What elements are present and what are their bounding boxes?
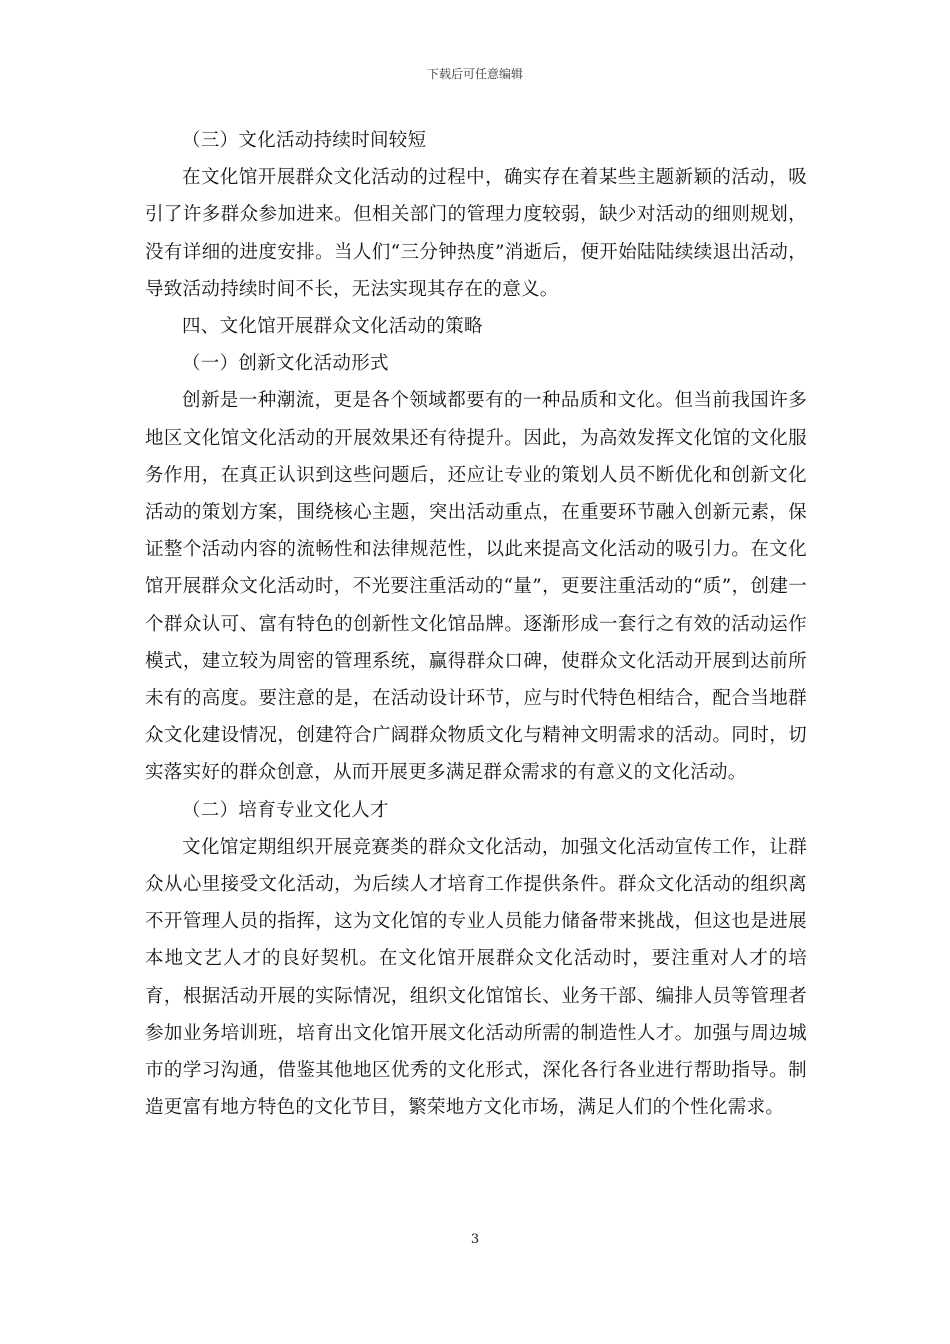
document-body xyxy=(145,122,807,1126)
body-paragraph: 文化馆定期组织开展竞赛类的群众文化活动，加强文化活动宣传工作，让群众从心里接受文化活动，为后续人才培育工作提供条件。群众文化活动的组织离不开管理人员的指挥，这为文化馆的专业人员能力储备带来挑战，但这也是进展本地文艺人才的良好契机。在文化馆开展群众文化活动时，要注重对人才的培育，根据活动开展的实际情况，组织文化馆馆长、业务干部、编排人员等管理者参加业务培训班，培育出文化馆开展文化活动所需的制造性人才。加强与周边城市的学习沟通，借鉴其他地区优秀的文化形式，深化各行各业进行帮助指导。制造更富有地方特色的文化节目，繁荣地方文化市场，满足人们的个性化需求。 xyxy=(145,836,807,1119)
section-heading-2: （二）培育专业文化人才 xyxy=(182,799,389,821)
page-number: 3 xyxy=(470,1232,480,1247)
section-heading-1: （一）创新文化活动形式 xyxy=(182,353,389,375)
chapter-heading-4: 四、文化馆开展群众文化活动的策略 xyxy=(182,316,483,338)
body-paragraph: 在文化馆开展群众文化活动的过程中，确实存在着某些主题新颖的活动，吸引了许多群众参加进来。但相关部门的管理力度较弱，缺少对活动的细则规划，没有详细的进度安排。当人们“三分钟热度”消逝后，便开始陆陆续续退出活动，导致活动持续时间不长，无法实现其存在的意义。 xyxy=(145,167,807,300)
body-paragraph: 创新是一种潮流，更是各个领域都要有的一种品质和文化。但当前我国许多地区文化馆文化活动的开展效果还有待提升。因此，为高效发挥文化馆的文化服务作用，在真正认识到这些问题后，还应让专业的策划人员不断优化和创新文化活动的策划方案，围绕核心主题，突出活动重点，在重要环节融入创新元素，保证整个活动内容的流畅性和法律规范性，以此来提高文化活动的吸引力。在文化馆开展群众文化活动时，不光要注重活动的“量”，更要注重活动的“质”，创建一个群众认可、富有特色的创新性文化馆品牌。逐渐形成一套行之有效的活动运作模式，建立较为周密的管理系统，赢得群众口碑，使群众文化活动开展到达前所未有的高度。要注意的是，在活动设计环节，应与时代特色相结合，配合当地群众文化建设情况，创建符合广阔群众物质文化与精神文明需求的活动。同时，切实落实好的群众创意，从而开展更多满足群众需求的有意义的文化活动。 xyxy=(145,390,807,784)
section-heading-3: （三）文化活动持续时间较短 xyxy=(182,130,427,151)
header-note: 下载后可任意编辑 xyxy=(426,67,523,81)
